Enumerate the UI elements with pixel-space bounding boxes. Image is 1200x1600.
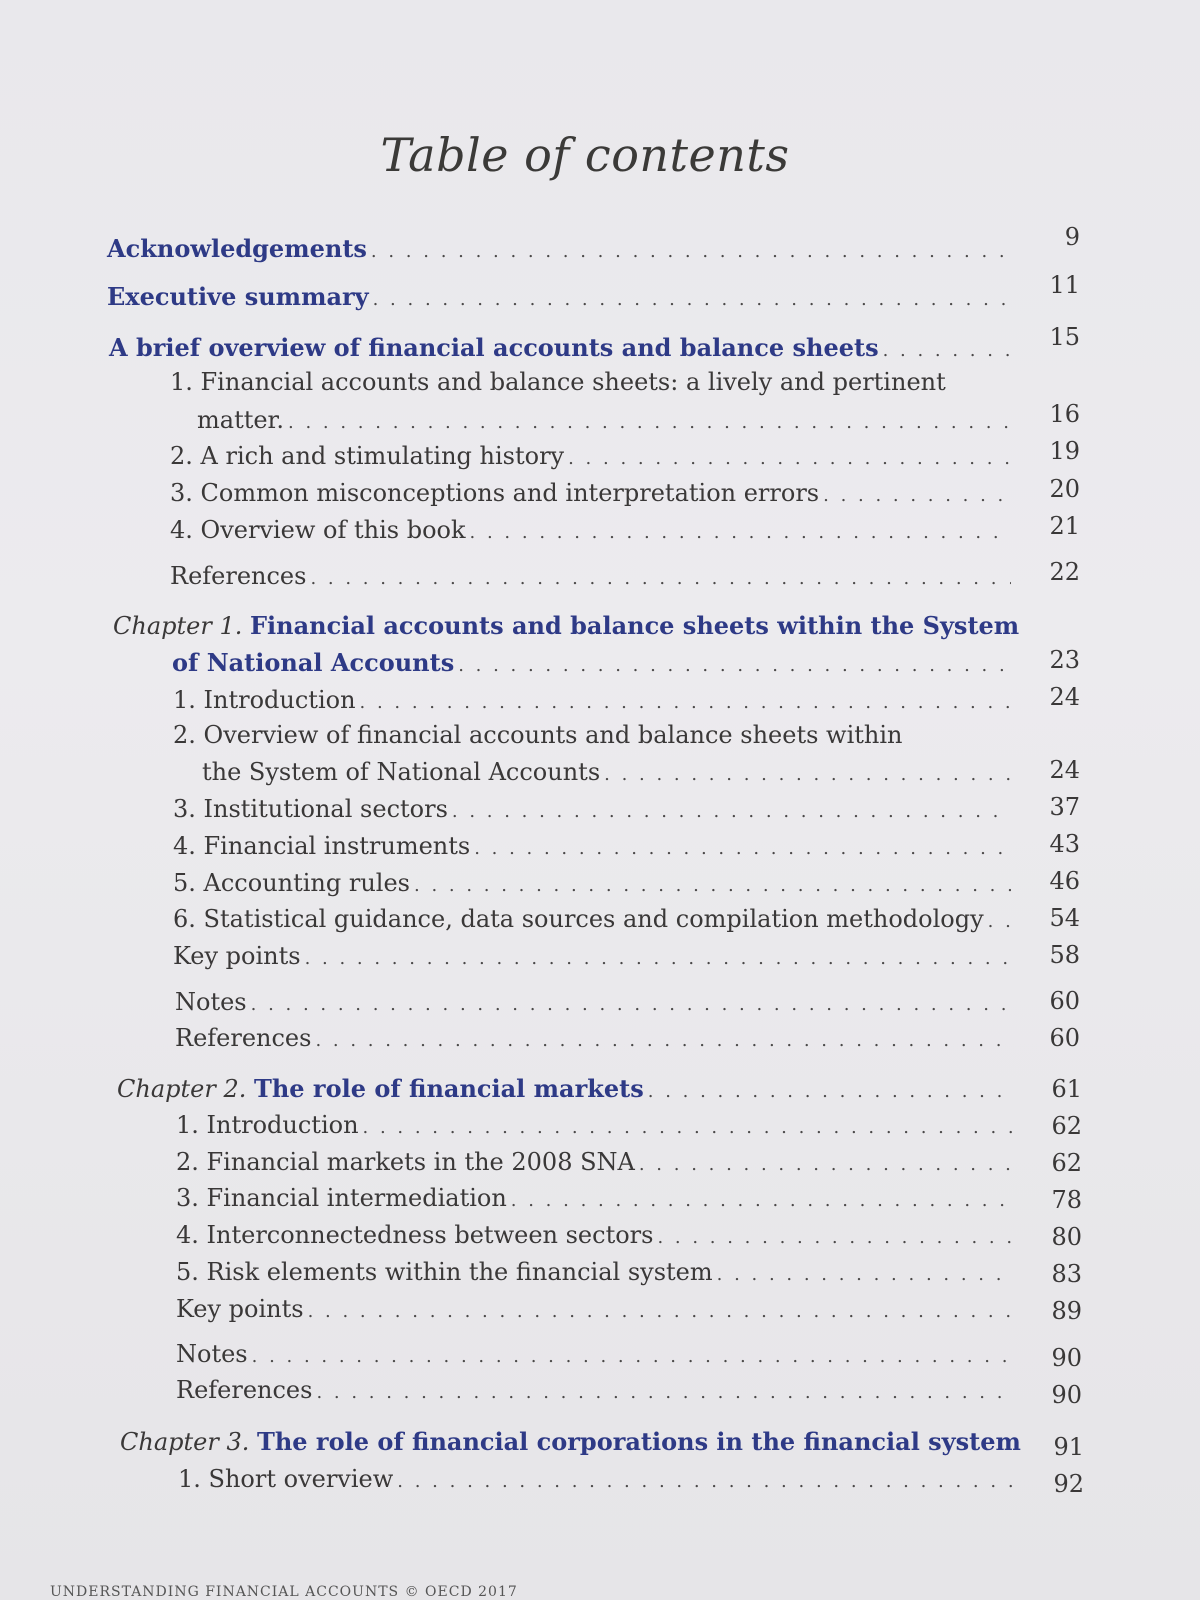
entry-label: 2. A rich and stimulating history — [170, 442, 565, 470]
page-number: 16 — [1049, 400, 1080, 428]
entry-label: References — [170, 562, 307, 590]
chapter-prefix: Chapter 2. — [117, 1075, 247, 1103]
toc-entry-overview-item[interactable] — [170, 561, 1017, 594]
chapter-prefix: Chapter 1. — [113, 612, 243, 640]
entry-label: 5. Risk elements within the financial system — [176, 1258, 713, 1286]
chapter-title-cont: of National Accounts — [172, 648, 455, 677]
leader-dots — [305, 944, 1011, 974]
toc-entry-ch1-item[interactable] — [175, 987, 1017, 1020]
toc-entry-ch1-item[interactable] — [175, 1023, 1017, 1056]
leader-dots — [639, 1150, 1013, 1180]
toc-entry-ch1-item[interactable] — [173, 794, 1017, 827]
page-number: 54 — [1049, 904, 1080, 932]
chapter-heading — [117, 1074, 644, 1104]
chapter-title: Financial accounts and balance sheets within the System — [249, 611, 1020, 640]
page-number: 46 — [1049, 867, 1080, 895]
page-number: 80 — [1051, 1223, 1082, 1251]
leader-dots — [363, 1113, 1013, 1143]
toc-entry-overview-item[interactable] — [170, 478, 1017, 511]
chapter-title: The role of financial markets — [253, 1074, 644, 1103]
toc-entry-ch1-item-2-line1[interactable]: 2. Overview of financial accounts and balance sheets within — [173, 721, 903, 749]
page-number: 15 — [1049, 323, 1080, 351]
entry-label: 1. Short overview — [178, 1465, 394, 1493]
entry-label: 1. Introduction — [176, 1111, 359, 1139]
leader-dots — [717, 1260, 1013, 1290]
toc-entry-chapter-1[interactable] — [172, 648, 1017, 681]
entry-label: 1. Introduction — [173, 686, 356, 714]
entry-label: Acknowledgements — [107, 234, 367, 263]
chapter-1-heading-line1[interactable] — [113, 611, 1019, 641]
leader-dots — [883, 336, 1011, 366]
entry-label: 5. Accounting rules — [173, 869, 410, 897]
chapter-prefix: Chapter 3. — [120, 1428, 250, 1456]
toc-entry-overview-item[interactable] — [170, 515, 1017, 548]
toc-entry-ch2-item[interactable] — [176, 1110, 1019, 1143]
entry-label: 6. Statistical guidance, data sources and compilation methodology — [173, 905, 984, 933]
page-number: 62 — [1051, 1149, 1082, 1177]
toc-entry-ch1-item[interactable] — [173, 941, 1017, 974]
toc-entry-ch1-item[interactable] — [173, 868, 1017, 901]
page-number: 58 — [1049, 941, 1080, 969]
entry-label: References — [176, 1376, 313, 1404]
page-number: 43 — [1049, 830, 1080, 858]
entry-label: 2. Financial markets in the 2008 SNA — [176, 1148, 635, 1176]
page-number: 19 — [1049, 437, 1080, 465]
entry-label: Key points — [176, 1295, 304, 1323]
page-number: 37 — [1049, 793, 1080, 821]
toc-entry-overview-item[interactable] — [170, 441, 1017, 474]
page-number: 92 — [1053, 1470, 1084, 1498]
entry-label: 4. Overview of this book — [170, 516, 466, 544]
leader-dots — [397, 1467, 1013, 1497]
entry-label: Notes — [176, 1340, 248, 1368]
page-title: Table of contents — [380, 128, 790, 182]
leader-dots — [315, 1026, 1011, 1056]
page-number: 24 — [1049, 683, 1080, 711]
page-number: 61 — [1051, 1075, 1082, 1103]
page-number: 21 — [1049, 512, 1080, 540]
toc-entry-chapter-2[interactable] — [117, 1074, 1017, 1107]
entry-label: the System of National Accounts — [202, 758, 601, 786]
toc-entry-executive-summary[interactable] — [107, 282, 1017, 315]
entry-label: 3. Common misconceptions and interpretation errors — [170, 479, 820, 507]
toc-entry-ch1-item-2[interactable] — [202, 757, 1017, 790]
entry-label: 3. Institutional sectors — [173, 795, 448, 823]
page-number: 89 — [1051, 1297, 1082, 1325]
page-number: 90 — [1051, 1344, 1082, 1372]
page-number: 83 — [1051, 1260, 1082, 1288]
toc-entry-overview-item-1-line1[interactable]: 1. Financial accounts and balance sheets: a lively and pertinent — [170, 368, 946, 396]
toc-entry-ch2-item[interactable] — [176, 1339, 1019, 1372]
leader-dots — [252, 1342, 1013, 1372]
leader-dots — [373, 285, 1011, 315]
toc-entry-ch2-item[interactable] — [176, 1220, 1019, 1253]
toc-entry-chapter-3[interactable] — [120, 1427, 1019, 1460]
leader-dots — [308, 1297, 1013, 1327]
toc-entry-overview-item-1[interactable] — [197, 405, 1017, 438]
entry-label: A brief overview of financial accounts and balance sheets — [109, 333, 879, 362]
entry-label: Key points — [173, 942, 301, 970]
page-number: 91 — [1053, 1433, 1084, 1461]
leader-dots — [360, 688, 1011, 718]
toc-entry-overview[interactable] — [109, 333, 1017, 366]
leader-dots — [452, 797, 1011, 827]
leader-dots — [988, 907, 1011, 937]
leader-dots — [310, 564, 1011, 594]
entry-label: 3. Financial intermediation — [176, 1184, 507, 1212]
leader-dots — [823, 481, 1011, 511]
page-number: 90 — [1051, 1381, 1082, 1409]
page-number: 22 — [1049, 558, 1080, 586]
page-number: 11 — [1049, 271, 1080, 299]
toc-entry-ch2-item[interactable] — [176, 1294, 1019, 1327]
toc-entry-ch2-item[interactable] — [176, 1257, 1019, 1290]
chapter-heading — [120, 1427, 1021, 1457]
leader-dots — [458, 651, 1011, 681]
leader-dots — [414, 871, 1011, 901]
toc-entry-ch2-item[interactable] — [176, 1375, 1019, 1408]
leader-dots — [371, 237, 1011, 267]
toc-entry-acknowledgements[interactable] — [107, 234, 1017, 267]
toc-entry-ch2-item[interactable] — [176, 1183, 1019, 1216]
entry-label: 4. Financial instruments — [173, 832, 471, 860]
leader-dots — [511, 1186, 1013, 1216]
entry-label: matter. — [197, 406, 285, 434]
leader-dots — [474, 834, 1011, 864]
leader-dots — [251, 990, 1011, 1020]
leader-dots — [604, 760, 1011, 790]
entry-label: Notes — [175, 988, 247, 1016]
page-number: 20 — [1049, 475, 1080, 503]
page-number: 9 — [1064, 223, 1080, 251]
page-number: 78 — [1051, 1186, 1082, 1214]
leader-dots — [568, 444, 1011, 474]
toc-entry-ch1-item[interactable] — [173, 685, 1017, 718]
page-number: 60 — [1049, 987, 1080, 1015]
page-number: 23 — [1049, 646, 1080, 674]
toc-entry-ch3-item[interactable] — [178, 1464, 1019, 1497]
toc-entry-ch1-item[interactable] — [173, 831, 1017, 864]
page-number: 62 — [1051, 1112, 1082, 1140]
page-number: 60 — [1049, 1024, 1080, 1052]
chapter-title: The role of financial corporations in the financial system — [256, 1427, 1021, 1456]
entry-label: 4. Interconnectedness between sectors — [176, 1221, 654, 1249]
page-footer: UNDERSTANDING FINANCIAL ACCOUNTS © OECD 2017 — [50, 1584, 518, 1600]
leader-dots — [470, 518, 1011, 548]
toc-entry-ch1-item[interactable] — [173, 904, 1017, 937]
entry-label: Executive summary — [107, 282, 369, 311]
entry-label: References — [175, 1024, 312, 1052]
leader-dots — [288, 408, 1011, 438]
toc-entry-ch2-item[interactable] — [176, 1147, 1019, 1180]
leader-dots — [316, 1378, 1013, 1408]
leader-dots — [657, 1223, 1013, 1253]
page-number: 24 — [1049, 756, 1080, 784]
leader-dots — [648, 1077, 1011, 1107]
